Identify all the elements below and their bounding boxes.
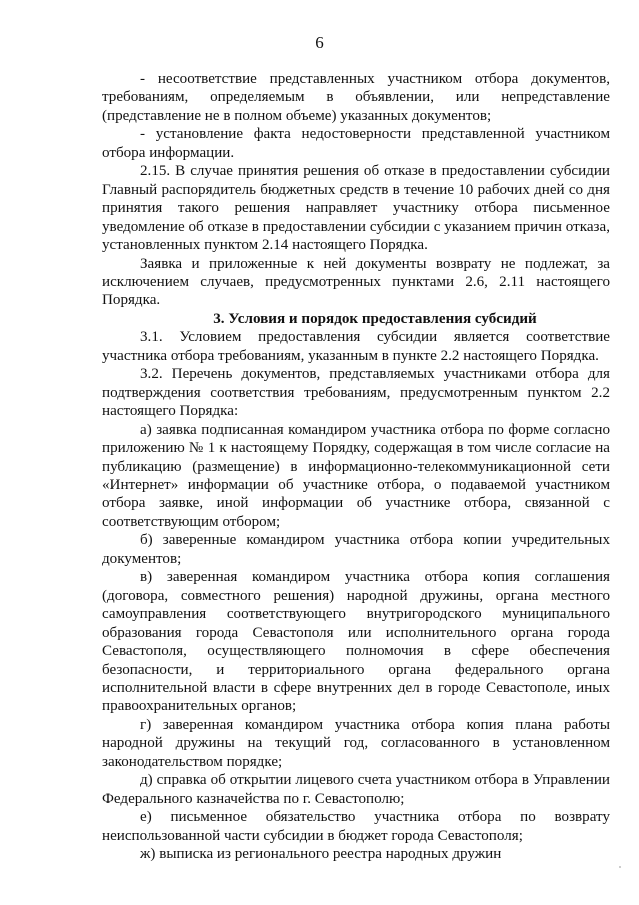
section-heading: 3. Условия и порядок предоставления субсидий <box>213 310 537 327</box>
paragraph-false-information: - установление факта недостоверности представленной участником отбора информации. <box>102 126 610 161</box>
list-item-e: е) письменное обязательство участника отбора по возврату неиспользованной части субсидии в бюджет города Севастополя; <box>102 809 610 844</box>
list-item-zh: ж) выписка из регионального реестра народных дружин <box>140 846 502 863</box>
paragraph-2-15: 2.15. В случае принятия решения об отказе в предоставлении субсидии Главный распорядитель бюджетных средств в течение 10 рабочих дней со дня принятия такого решения направляет участнику отбора письменное уведомление об отказе в предоставлении субсидии с указанием причин отказа, установленных пунктом 2.14 настоящего Порядка. <box>102 163 610 254</box>
paragraph-noncompliance: - несоответствие представленных участником отбора документов, требованиям, определяемым в объявлении, или непредставление (представление не в полном объеме) указанных документов; <box>102 71 610 124</box>
list-item-d: д) справка об открытии лицевого счета участником отбора в Управлении Федерального казначейства по г. Севастополю; <box>102 772 610 807</box>
scan-speck <box>619 866 621 868</box>
paragraph-3-2: 3.2. Перечень документов, представляемых участниками отбора для подтверждения соответствия требованиям, предусмотренным пунктом 2.2 настоящего Порядка: <box>102 366 610 420</box>
paragraph-documents-not-returned: Заявка и приложенные к ней документы возврату не подлежат, за исключением случаев, предусмотренных пунктами 2.6, 2.11 настоящего Порядка. <box>102 255 610 309</box>
document-body <box>102 70 610 863</box>
list-item-a: а) заявка подписанная командиром участника отбора по форме согласно приложению № 1 к настоящему Порядку, содержащая в том числе согласие на публикацию (размещение) в информационно-телекоммуникационной сети «Интернет» информации об участнике отбора, о подаваемой участником отбора заявке, иной информации об участнике отбора, связанной с соответствующим отбором; <box>102 421 610 530</box>
list-item-v: в) заверенная командиром участника отбора копия соглашения (договора, совместного решения) народной дружины, органа местного самоуправления соответствующего внутригородского муниципального образования города Севастополя или исполнительного органа города Севастополя, осуществляющего полномочия в сфере обеспечения безопасности, и территориального органа федерального органа исполнительной власти в сфере внутренних дел в городе Севастополе, иных правоохранительных органов; <box>102 569 610 715</box>
paragraph-3-1: 3.1. Условием предоставления субсидии является соответствие участника отбора требованиям, указанным в пункте 2.2 настоящего Порядка. <box>102 329 610 364</box>
page-number: 6 <box>315 33 324 52</box>
list-item-g: г) заверенная командиром участника отбора копия плана работы народной дружины на текущий год, согласованного в установленном законодательством порядке; <box>102 716 610 770</box>
list-item-b: б) заверенные командиром участника отбора копии учредительных документов; <box>102 532 610 567</box>
